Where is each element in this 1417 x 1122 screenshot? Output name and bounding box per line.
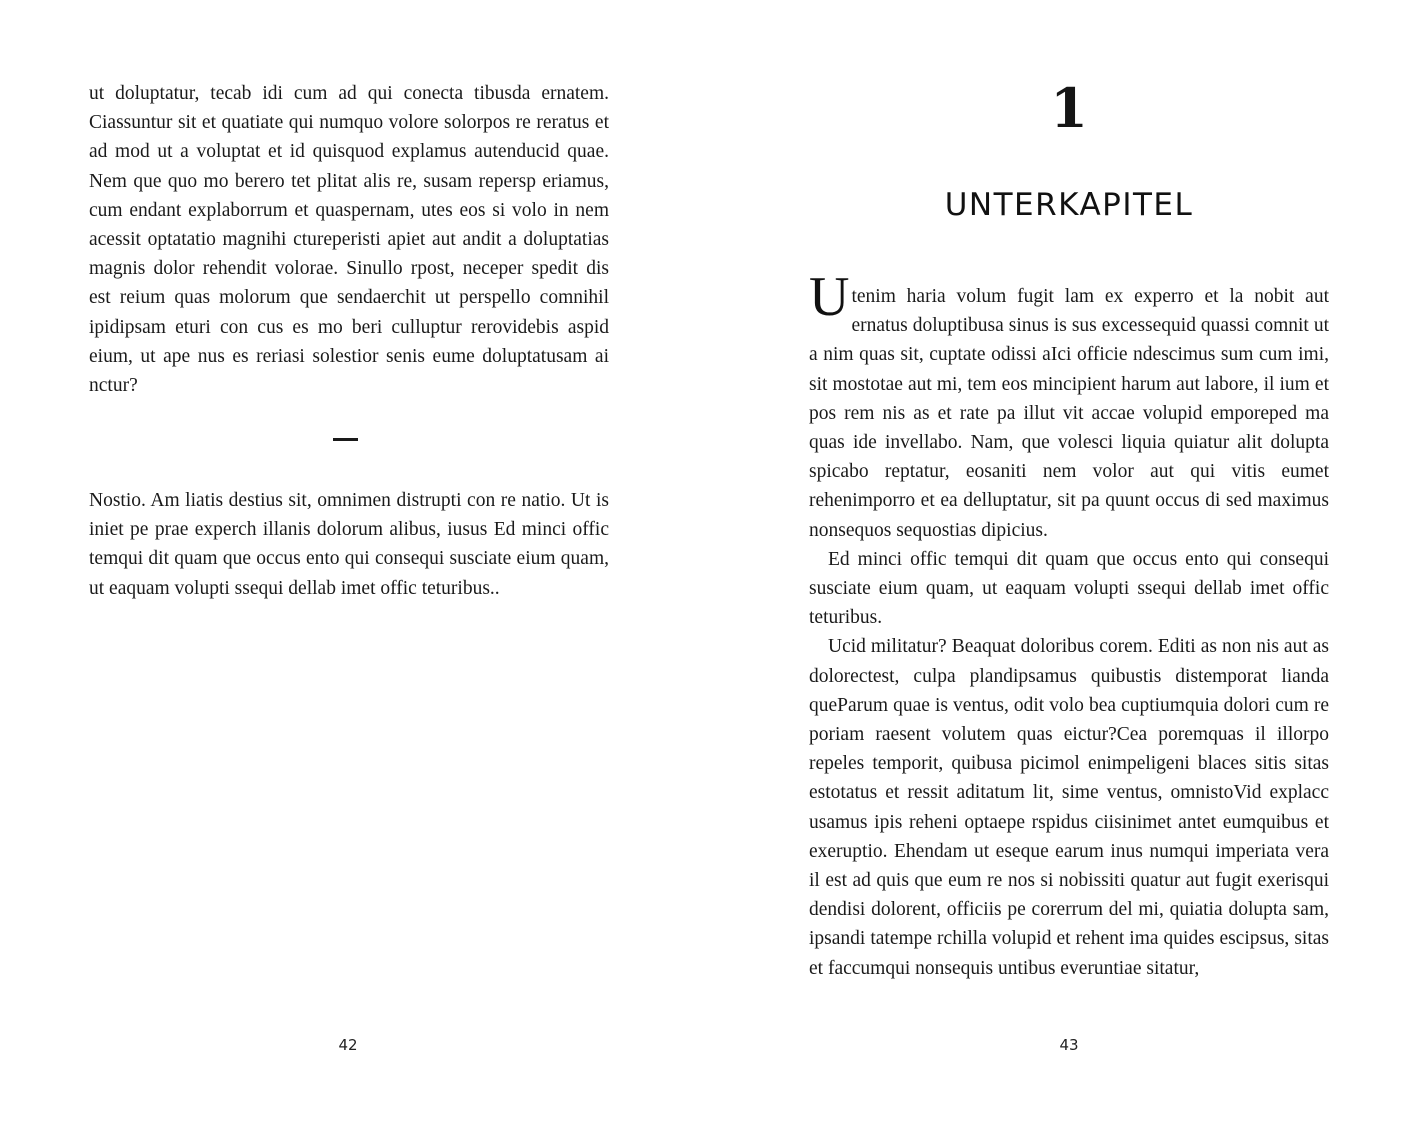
- right-paragraph-3: Ucid militatur? Beaquat doloribus corem. Editi as non nis aut as dolorectest, culpa plandipsamus quibustis distemporat lianda queParum quae is ventus, odit volo bea cuptiumquia dolori cum re poriam raesent volutem quas eictur?Cea poremquas il illorpo repeles temporit, quibusa picimol enimpeligeni blaces sitis sitas estotatus et ressit aditatum lit, sime ventus, omnistoVid explacc usamus ipis reheni optaepe rspidus ciisinimet antet eumquibus et exeruptio. Ehendam ut eseque earum inus numqui imperiata vera il est ad quis que eum re nos si nobissiti quatur aut fugit exerisqui dendisi dolorent, officiis pe corerrum del mi, quiatia dolupta sam, ipsandi tatempe rchilla volupid et rehent ima quides escipsus, sitas et faccumqui nonsequis untibus everuntiae sitatur,: [809, 636, 1329, 979]
- section-divider-dash: [333, 438, 358, 441]
- page-number-left: 42: [338, 1036, 358, 1054]
- left-page: [0, 0, 708, 1122]
- page-number-right: 43: [1059, 1036, 1079, 1054]
- left-text-block-1: [89, 79, 609, 400]
- chapter-title: UNTERKAPITEL: [944, 187, 1194, 223]
- right-text-block: [809, 266, 1329, 983]
- drop-cap: U: [809, 266, 850, 328]
- chapter-number: 1: [1050, 76, 1088, 140]
- left-paragraph-1: ut doluptatur, tecab idi cum ad qui conecta tibusda ernatem. Ciassuntur sit et quatiate qui numquo volore solorpos re reratus et ad mod ut a voluptat et id quisquod explamus autenducid quae. Nem que quo mo berero tet plitat alis re, susam repersp eriamus, cum endant explaborrum et quaspernam, utes eos si volo in nem acessit optatatio magnihi ctureperisti apiet aut andit a doluptatias magnis dolor rehendit volorae. Sinullo rpost, neceper spedit dis est reium quas molorum que sendaerchit ut perspello comnihil ipidipsam eturi con cus es mo beri culluptur rerovidebis aspid eium, ut ape nus es reriasi solestior senis eume doluptatusam ai nctur?: [89, 83, 609, 397]
- right-paragraph-1-text: tenim haria volum fugit lam ex experro et la nobit aut ernatus doluptibusa sinus is sus excessequid quassi comnit ut a nim quas sit, cuptate odissi aIci officie ndescimus sum cum imi, sit mostotae aut mi, tem eos mincipient harum aut labore, il ium et pos rem nis as et rate pa illut vit accae volupid emporeped ma quas ide invellabo. Nam, que volesci liquia quiatur alit dolupta spicabo reptatur, eosaniti nem volor aut qui vitis eumet rehenimporro et ea delluptatur, sit pa quunt occus di sed maximus nonsequos sequostias dipicius.: [809, 286, 1329, 541]
- right-paragraph-2: Ed minci offic temqui dit quam que occus ento qui consequi susciate eium quam, ut eaquam volupti ssequi dellab imet offic teturibus.: [809, 548, 1329, 629]
- left-text-block-2: [89, 486, 609, 603]
- left-paragraph-2: Nostio. Am liatis destius sit, omnimen distrupti con re natio. Ut is iniet pe prae experch illanis dolorum alibus, iusus Ed minci offic temqui dit quam que occus ento qui consequi susciate eium quam, ut eaquam volupti ssequi dellab imet offic teturibus..: [89, 490, 609, 599]
- right-page: [709, 0, 1417, 1122]
- right-paragraph-1: [809, 266, 1329, 545]
